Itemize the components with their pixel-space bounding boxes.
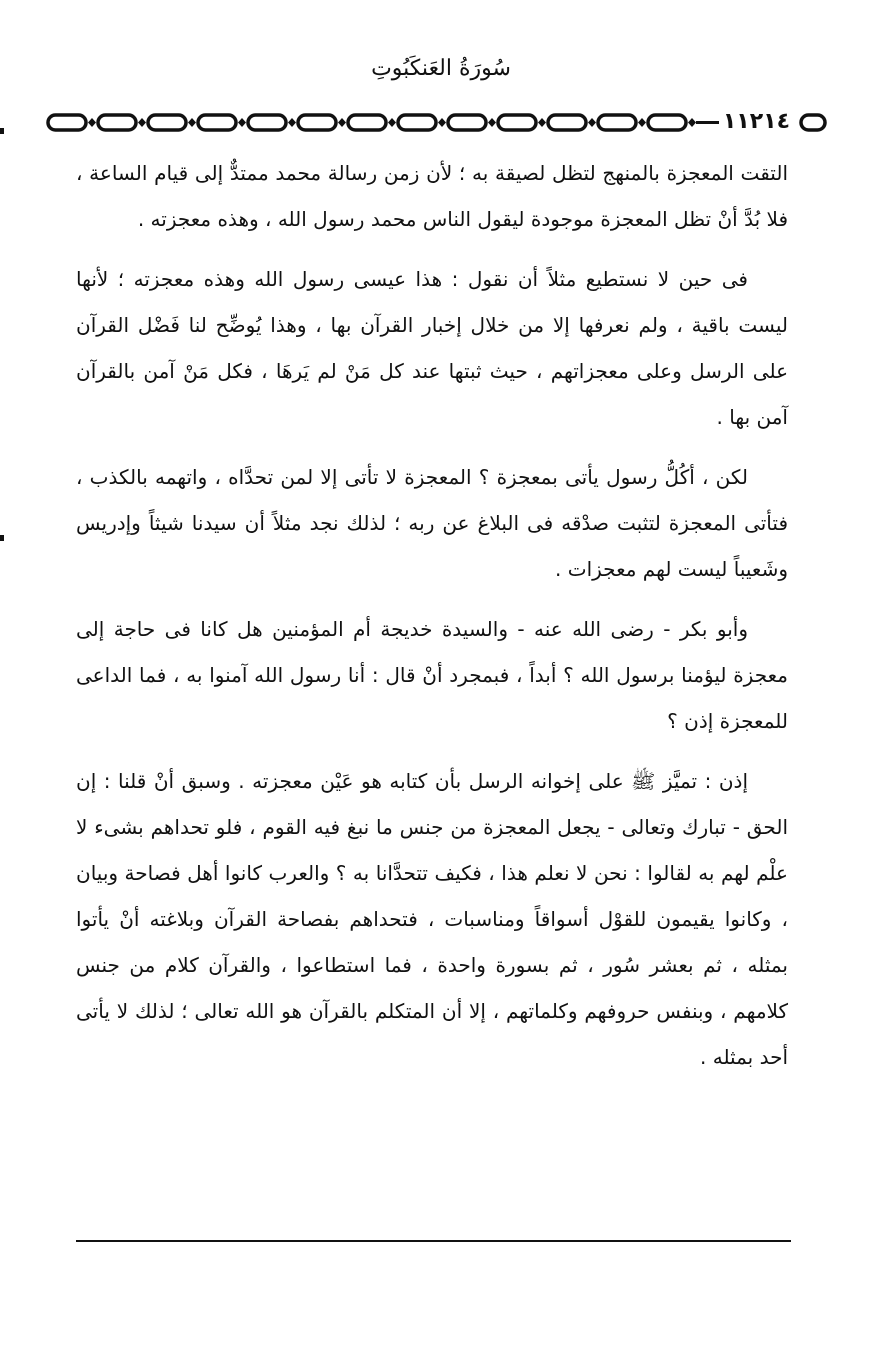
chain-ornament-icon — [44, 112, 744, 134]
surah-title: سُورَةُ العَنكَبُوتِ — [371, 56, 511, 81]
end-chain-link-icon — [798, 112, 828, 134]
margin-mark — [0, 128, 4, 134]
margin-mark — [0, 535, 4, 541]
paragraph-2: فى حين لا نستطيع مثلاً أن نقول : هذا عيسى رسول الله وهذه معجزته ؛ لأنها ليست باقية ، ولم نعرفها إلا من خلال إخبار القرآن بها ، وهذا يُوضِّح لنا فَضْل القرآن على الرسل وعلى معجزاتهم ، حيث ثبتها عند كل مَنْ لم يَرهَا ، فكل مَنْ آمن بالقرآن آمن بها . — [76, 267, 788, 429]
paragraph-5: إذن : تميَّز ﷺ على إخوانه الرسل بأن كتابه هو عَيْن معجزته . وسبق أنْ قلنا : إن الحق - تبارك وتعالى - يجعل المعجزة من جنس ما نبغ فيه القوم ، فلو تحداهم بشىء لا علْم لهم به لقالوا : نحن لا نعلم هذا ، فكيف تتحدَّانا به ؟ والعرب كانوا أهل فصاحة وبيان ، وكانوا يقيمون للقوْل أسواقاً ومناسبات ، فتحداهم بفصاحة القرآن وبلاغته أنْ يأتوا بمثله ، ثم بعشر سُور ، ثم بسورة واحدة ، فما استطاعوا ، والقرآن كلام من جنس كلامهم ، وبنفس حروفهم وكلماتهم ، إلا أن المتكلم بالقرآن هو الله تعالى ؛ لذلك لا يأتى أحد بمثله . — [76, 769, 788, 1069]
body-text — [76, 150, 788, 1094]
header-ornament-bar — [44, 110, 814, 138]
paragraph-3: لكن ، أكُلُّ رسول يأتى بمعجزة ؟ المعجزة لا تأتى إلا لمن تحدَّاه ، واتهمه بالكذب ، فتأتى المعجزة لتثبت صدْقه فى البلاغ عن ربه ؛ لذلك نجد مثلاً أن سيدنا شيثاً وإدريس وشَعيباً ليست لهم معجزات . — [76, 465, 788, 581]
page-number: ١١٢١٤ — [719, 109, 794, 134]
paragraph-1: التقت المعجزة بالمنهج لتظل لصيقة به ؛ لأن زمن رسالة محمد ممتدٌّ إلى قيام الساعة ، فلا بُدَّ أنْ تظل المعجزة موجودة ليقول الناس محمد رسول الله ، وهذه معجزته . — [76, 161, 788, 231]
paragraph-4: وأبو بكر - رضى الله عنه - والسيدة خديجة أم المؤمنين هل كانا فى حاجة إلى معجزة ليؤمنا برسول الله ؟ أبداً ، فبمجرد أنْ قال : أنا رسول الله آمنوا به ، فما الداعى للمعجزة إذن ؟ — [76, 617, 788, 733]
footnote-separator-line — [76, 1240, 791, 1242]
